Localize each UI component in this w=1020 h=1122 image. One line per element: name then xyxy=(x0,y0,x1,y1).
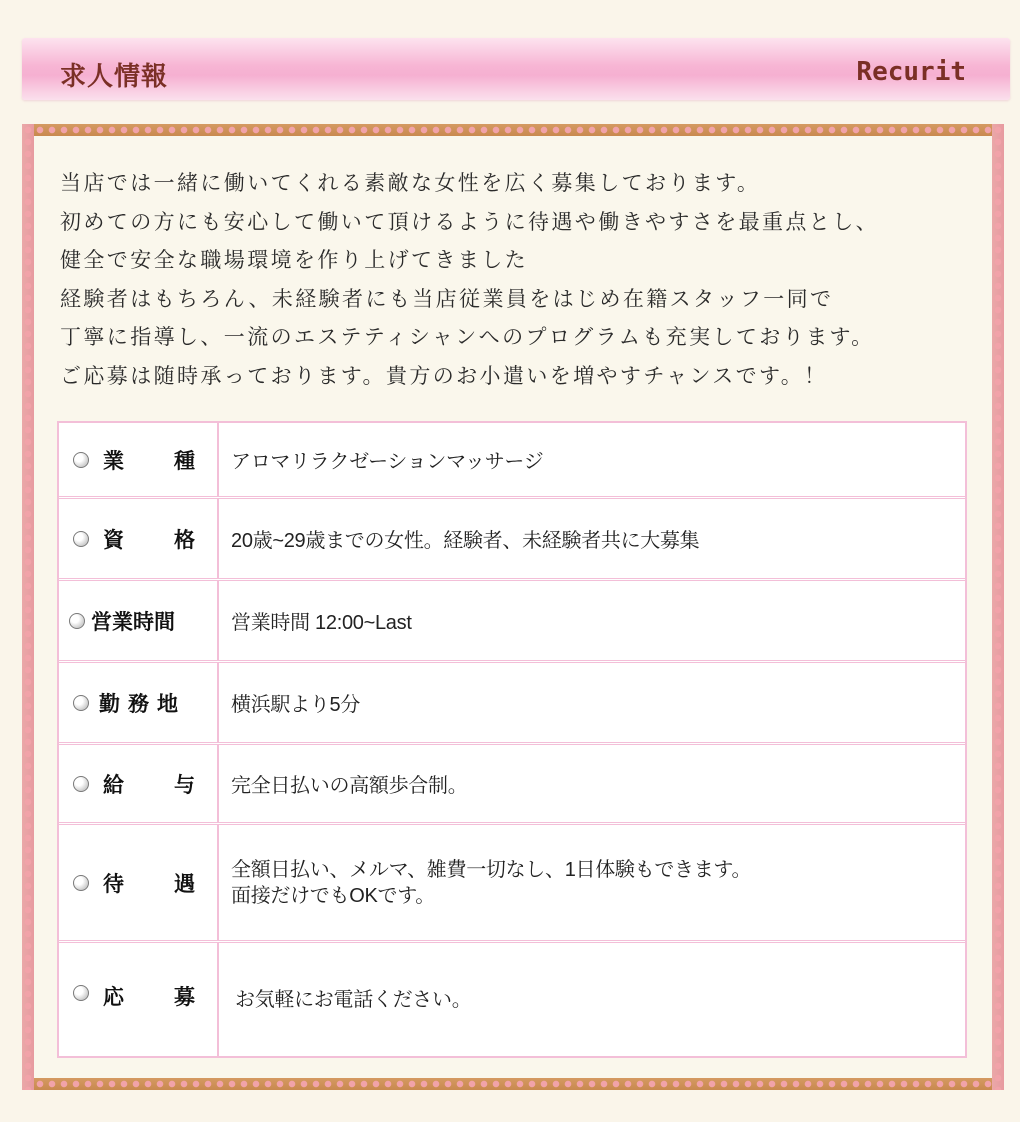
row-label xyxy=(59,663,219,742)
row-value: 営業時間 12:00~Last xyxy=(231,612,412,634)
label-char: 与 xyxy=(174,771,195,797)
label-char: 格 xyxy=(174,526,195,552)
intro-line: 経験者はもちろん、未経験者にも当店従業員をはじめ在籍スタッフ一同で xyxy=(60,286,834,311)
row-value: お気軽にお電話ください。 xyxy=(235,989,472,1011)
page-subtitle: Recurit xyxy=(856,57,966,87)
row-value: 20歳~29歳までの女性。経験者、未経験者共に大募集 xyxy=(231,530,700,552)
table-row-apply xyxy=(59,943,965,1056)
lace-frame xyxy=(22,124,1004,1090)
row-label xyxy=(59,943,219,1056)
row-value: 横浜駅より5分 xyxy=(231,694,361,716)
row-value: アロマリラクゼーションマッサージ xyxy=(231,451,544,473)
globe-bullet-icon xyxy=(73,776,89,792)
intro-line: 丁寧に指導し、一流のエステティシャンへのプログラムも充実しております。 xyxy=(60,325,875,349)
row-value xyxy=(219,825,965,940)
label-char: 資 xyxy=(103,526,124,552)
label-char: 地 xyxy=(157,690,178,716)
globe-bullet-icon xyxy=(73,985,89,1001)
label-char: 務 xyxy=(128,690,149,716)
page-title: 求人情報 xyxy=(60,62,169,92)
label-char: 遇 xyxy=(174,870,195,896)
row-label xyxy=(59,499,219,578)
row-value: 完全日払いの高額歩合制。 xyxy=(231,775,468,797)
value-line: 面接だけでもOKです。 xyxy=(231,884,435,907)
label-char: 待 xyxy=(103,870,124,896)
label-char: 応 xyxy=(103,984,124,1009)
globe-bullet-icon xyxy=(73,695,89,711)
row-label xyxy=(59,423,219,496)
intro-line: 初めての方にも安心して働いて頂けるように待遇や働きやすさを最重点とし、 xyxy=(60,209,879,234)
table-row-benefits xyxy=(59,825,965,943)
label-char: 業 xyxy=(103,447,124,473)
label-char: 勤 xyxy=(99,690,120,716)
label-char: 給 xyxy=(103,771,124,797)
label-text: 営業時間 xyxy=(91,608,175,634)
intro-line: 健全で安全な職場環境を作り上げてきました xyxy=(60,248,528,272)
label-char: 募 xyxy=(174,984,195,1009)
lace-border-bottom xyxy=(22,1078,1004,1090)
table-row-salary xyxy=(59,745,965,825)
globe-bullet-icon xyxy=(73,531,89,547)
table-row-location xyxy=(59,663,965,745)
globe-bullet-icon xyxy=(73,452,89,468)
label-char: 種 xyxy=(174,447,195,473)
table-row-hours xyxy=(59,581,965,663)
lace-border-left xyxy=(22,124,34,1090)
recruit-table xyxy=(57,421,967,1058)
lace-border-top xyxy=(22,124,1004,136)
table-row-industry xyxy=(59,423,965,499)
table-row-qualification xyxy=(59,499,965,581)
intro-line: 当店では一緒に働いてくれる素敵な女性を広く募集しております。 xyxy=(60,171,761,195)
globe-bullet-icon xyxy=(73,875,89,891)
intro-text xyxy=(60,164,960,395)
section-header xyxy=(22,38,1010,100)
row-label xyxy=(59,825,219,940)
globe-bullet-icon xyxy=(69,613,85,629)
row-label xyxy=(59,745,219,822)
intro-line: ご応募は随時承っております。貴方のお小遣いを増やすチャンスです。！ xyxy=(60,363,828,388)
value-line: 全額日払い、メルマ、雑費一切なし、1日体験もできます。 xyxy=(231,858,752,881)
lace-border-right xyxy=(992,124,1004,1090)
row-label xyxy=(59,581,219,660)
